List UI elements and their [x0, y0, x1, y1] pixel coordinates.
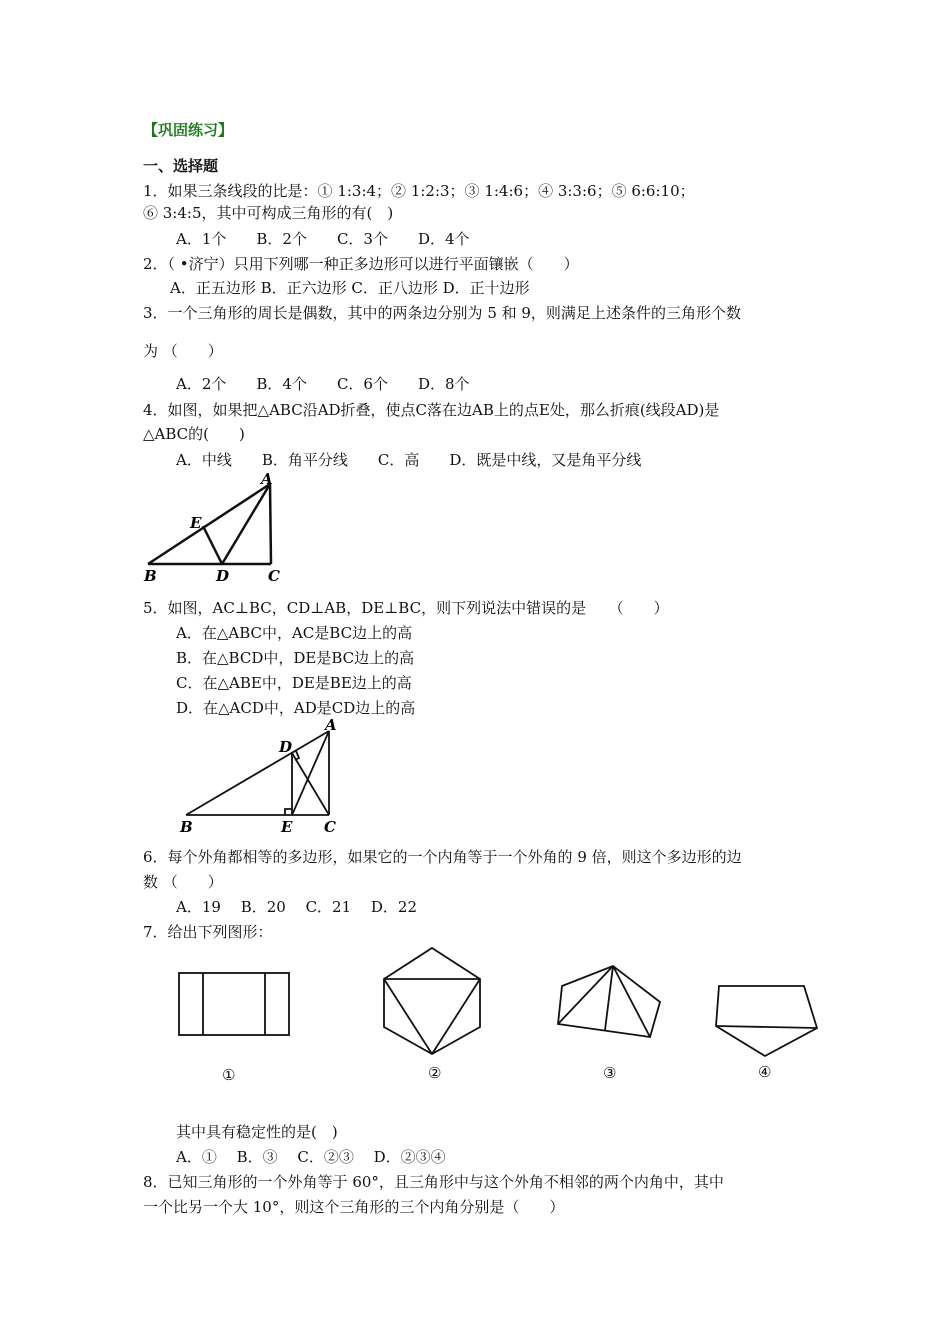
- q3-options: A．2个 B．4个 C．6个 D．8个: [176, 375, 470, 393]
- q7-f3-diag-2: [613, 966, 650, 1037]
- section-heading: 一、选择题: [143, 157, 219, 175]
- q5-right-angle-e: [285, 809, 292, 815]
- q2-options: A．正五边形 B．正六边形 C．正八边形 D．正十边形: [170, 279, 530, 297]
- q4-line2: △ABC的( ): [143, 425, 245, 443]
- q6-line2: 数 （ ）: [143, 873, 223, 891]
- q5-label-a: A: [325, 716, 337, 734]
- q7-figure-1: [175, 970, 295, 1040]
- q5-label-c: C: [324, 818, 336, 836]
- section-title: 【巩固练习】: [143, 121, 234, 139]
- q4-segment-ed: [203, 526, 222, 564]
- q7-f3-diag-3: [605, 966, 613, 1030]
- q7-caption-2: ②: [428, 1064, 442, 1082]
- q8-line1: 8．已知三角形的一个外角等于 60°，且三角形中与这个外角不相邻的两个内角中，其中: [143, 1173, 724, 1191]
- q5-segment-ae: [292, 731, 329, 815]
- q4-label-d: D: [216, 567, 230, 585]
- q6-options: A．19 B．20 C．21 D．22: [176, 898, 418, 916]
- q7-line1: 7．给出下列图形：: [143, 923, 273, 941]
- q4-side-ab: [148, 484, 270, 564]
- q3-line1: 3．一个三角形的周长是偶数，其中的两条边分别为 5 和 9，则满足上述条件的三角形个数: [143, 304, 741, 322]
- q4-line1: 4．如图，如果把△ABC沿AD折叠，使点C落在边AB上的点E处，那么折痕(线段AD)是: [143, 401, 720, 419]
- q7-f3-diag-1: [558, 966, 613, 1024]
- q4-fold-ad: [222, 484, 270, 564]
- q5-segment-cd: [292, 753, 329, 815]
- q1-line2: ⑥ 3:4:5，其中可构成三角形的有( ): [143, 204, 394, 222]
- q3-line2: 为 （ ）: [143, 342, 223, 360]
- q4-label-a: A: [261, 470, 273, 488]
- q4-side-ac: [270, 484, 271, 564]
- q7-caption-1: ①: [222, 1066, 236, 1084]
- q5-label-d: D: [279, 738, 293, 756]
- q5-option-a: A．在△ABC中，AC是BC边上的高: [176, 624, 413, 642]
- q7-line2: 其中具有稳定性的是( ): [176, 1123, 338, 1141]
- q7-f1-rectangle: [179, 973, 289, 1035]
- q4-label-e: E: [190, 514, 202, 532]
- q7-figure-2: [380, 944, 485, 1059]
- q1-options: A．1个 B．2个 C．3个 D．4个: [176, 230, 470, 248]
- q5-option-c: C．在△ABE中，DE是BE边上的高: [176, 674, 412, 692]
- q7-caption-4: ④: [758, 1063, 772, 1081]
- q5-label-e: E: [281, 818, 293, 836]
- q5-option-b: B．在△BCD中，DE是BC边上的高: [176, 649, 415, 667]
- q5-figure: [175, 718, 350, 836]
- q2-line1: 2．（ •济宁）只用下列哪一种正多边形可以进行平面镶嵌（ ）: [143, 255, 579, 273]
- q1-line1: 1．如果三条线段的比是：① 1:3:4；② 1:2:3；③ 1:4:6；④ 3:3:6；⑤ 6:6:10；: [143, 182, 695, 200]
- q4-label-b: B: [144, 567, 157, 585]
- q6-line1: 6．每个外角都相等的多边形，如果它的一个内角等于一个外角的 9 倍，则这个多边形的边: [143, 848, 742, 866]
- q7-caption-3: ③: [603, 1064, 617, 1082]
- q4-figure: [140, 470, 300, 585]
- q5-label-b: B: [180, 818, 193, 836]
- q8-line2: 一个比另一个大 10°，则这个三角形的三个内角分别是（ ）: [143, 1198, 565, 1216]
- q7-f4-pentagon: [716, 986, 817, 1056]
- q7-options: A．① B．③ C．②③ D．②③④: [176, 1148, 446, 1166]
- q7-figure-3: [550, 962, 665, 1042]
- q5-line1: 5．如图，AC⊥BC，CD⊥AB，DE⊥BC，则下列说法中错误的是 （ ）: [143, 599, 669, 617]
- q7-figure-4: [710, 978, 825, 1058]
- q7-f2-diag-right: [432, 979, 480, 1054]
- q7-f2-diag-left: [384, 979, 432, 1054]
- q5-side-ab: [186, 731, 329, 815]
- q4-options: A．中线 B．角平分线 C．高 D．既是中线，又是角平分线: [176, 451, 642, 469]
- q5-option-d: D．在△ACD中，AD是CD边上的高: [176, 699, 416, 717]
- q4-label-c: C: [268, 567, 280, 585]
- q7-f4-diag: [716, 1026, 817, 1028]
